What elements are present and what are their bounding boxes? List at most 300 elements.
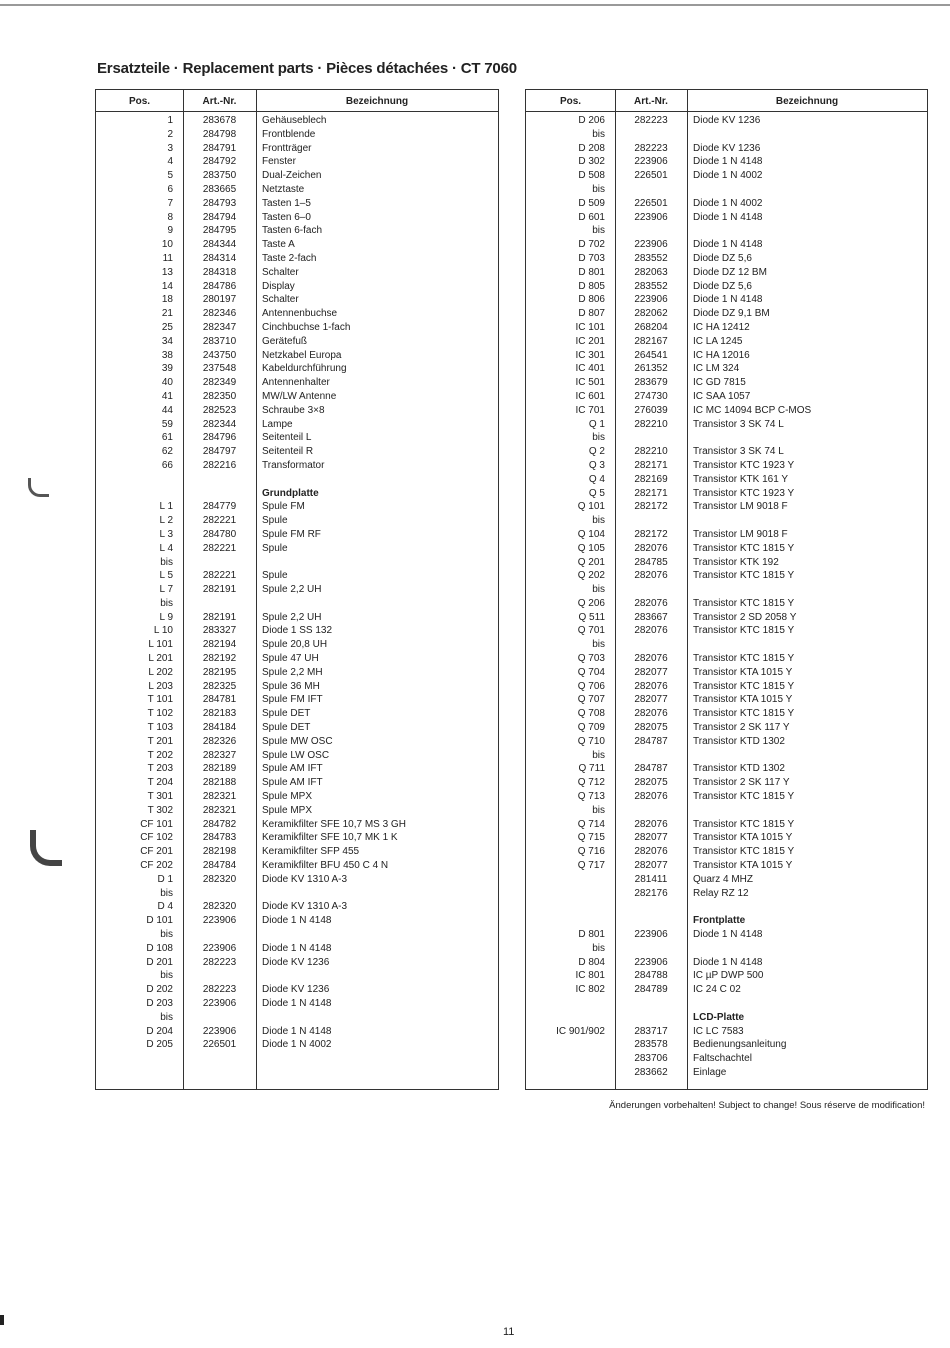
description-cell: Transistor KTC 1923 Y bbox=[693, 459, 795, 471]
pos-cell: Q 712 bbox=[577, 777, 605, 789]
art-nr-cell: 282171 bbox=[634, 459, 668, 471]
table-row bbox=[526, 197, 927, 211]
table-row bbox=[526, 969, 927, 983]
description-cell: IC GD 7815 bbox=[693, 377, 746, 389]
art-nr-cell: 282169 bbox=[634, 473, 668, 485]
table-row bbox=[96, 707, 498, 721]
pos-cell: bis bbox=[592, 432, 605, 444]
table-row bbox=[96, 983, 498, 997]
pos-cell: L 202 bbox=[148, 666, 173, 678]
pos-cell: 59 bbox=[161, 418, 173, 430]
table-row bbox=[96, 183, 498, 197]
pos-cell: Q 104 bbox=[577, 528, 605, 540]
description-cell: Spule 47 UH bbox=[262, 653, 319, 665]
description-cell: Netzkabel Europa bbox=[262, 349, 342, 361]
pos-cell: L 10 bbox=[153, 625, 173, 637]
description-cell: Spule 2,2 UH bbox=[262, 611, 322, 623]
pos-cell: D 101 bbox=[146, 915, 173, 927]
table-row bbox=[96, 404, 498, 418]
description-cell: Diode KV 1236 bbox=[262, 984, 330, 996]
table-row bbox=[526, 749, 927, 763]
table-row bbox=[526, 942, 927, 956]
art-nr-cell: 284792 bbox=[202, 156, 237, 168]
description-cell: Diode 1 N 4148 bbox=[693, 929, 763, 941]
art-nr-cell: 284793 bbox=[202, 197, 237, 209]
table-row bbox=[96, 735, 498, 749]
table-row bbox=[526, 831, 927, 845]
description-cell: Fenster bbox=[262, 156, 296, 168]
table-row bbox=[526, 762, 927, 776]
art-nr-cell: 282216 bbox=[202, 459, 237, 471]
table-rows bbox=[526, 114, 927, 1080]
description-cell: IC 24 C 02 bbox=[693, 984, 741, 996]
table-row bbox=[526, 845, 927, 859]
description-cell: Diode 1 N 4148 bbox=[693, 211, 763, 223]
table-row bbox=[526, 928, 927, 942]
table-row bbox=[96, 1011, 498, 1025]
pos-cell: T 103 bbox=[147, 722, 173, 734]
art-nr-cell: 282194 bbox=[202, 639, 237, 651]
pos-cell: bis bbox=[160, 556, 173, 568]
column-header-bez: Bezeichnung bbox=[345, 96, 409, 107]
pos-cell: Q 717 bbox=[577, 860, 605, 872]
art-nr-cell: 282062 bbox=[634, 308, 668, 320]
art-nr-cell: 282076 bbox=[634, 570, 668, 582]
pos-cell: L 7 bbox=[159, 584, 173, 596]
pos-cell: Q 707 bbox=[577, 694, 605, 706]
description-cell: Taste 2-fach bbox=[262, 252, 317, 264]
art-nr-cell: 284784 bbox=[202, 860, 237, 872]
pos-cell: bis bbox=[160, 929, 173, 941]
pos-cell: D 208 bbox=[578, 142, 605, 154]
description-cell: Antennenbuchse bbox=[262, 308, 338, 320]
art-nr-cell: 284791 bbox=[202, 142, 237, 154]
edge-mark bbox=[0, 1315, 4, 1325]
art-nr-cell: 243750 bbox=[202, 349, 237, 361]
art-nr-cell: 283327 bbox=[202, 625, 237, 637]
description-cell: Spule DET bbox=[262, 722, 311, 734]
description-cell: Diode 1 N 4148 bbox=[693, 156, 763, 168]
description-cell: Diode 1 N 4148 bbox=[693, 294, 763, 306]
table-row bbox=[96, 928, 498, 942]
table-row bbox=[526, 307, 927, 321]
pos-cell: Q 101 bbox=[577, 501, 605, 513]
description-cell: Transistor KTC 1815 Y bbox=[693, 570, 795, 582]
description-cell: Transistor KTC 1815 Y bbox=[693, 818, 795, 830]
description-cell: Gehäuseblech bbox=[262, 115, 327, 126]
table-row bbox=[526, 569, 927, 583]
description-cell: Transistor KTA 1015 Y bbox=[693, 832, 793, 844]
art-nr-cell: 282195 bbox=[202, 666, 237, 678]
table-row bbox=[96, 376, 498, 390]
table-row bbox=[96, 142, 498, 156]
art-nr-cell: 284796 bbox=[202, 432, 237, 444]
table-row bbox=[526, 624, 927, 638]
table-row bbox=[96, 611, 498, 625]
description-cell: Spule FM bbox=[262, 501, 305, 513]
art-nr-cell: 282172 bbox=[634, 528, 668, 540]
pos-cell: bis bbox=[160, 1011, 173, 1023]
description-cell: Transistor KTC 1815 Y bbox=[693, 597, 795, 609]
table-row bbox=[96, 500, 498, 514]
art-nr-cell: 223906 bbox=[202, 1025, 237, 1037]
description-cell: Transistor LM 9018 F bbox=[693, 528, 788, 540]
pos-cell: bis bbox=[592, 584, 605, 596]
table-row bbox=[96, 693, 498, 707]
art-nr-cell: 284344 bbox=[202, 239, 237, 251]
pos-cell: bis bbox=[160, 970, 173, 982]
description-cell: Dual-Zeichen bbox=[262, 170, 322, 182]
pos-cell: 3 bbox=[167, 142, 173, 154]
pos-cell: 21 bbox=[161, 308, 173, 320]
table-row bbox=[526, 500, 927, 514]
description-cell: Diode 1 SS 132 bbox=[262, 625, 333, 637]
page-number: 11 bbox=[503, 1326, 515, 1338]
description-cell: Taste A bbox=[262, 239, 295, 251]
art-nr-cell: 284782 bbox=[202, 818, 237, 830]
art-nr-cell: 282077 bbox=[634, 832, 668, 844]
art-nr-cell: 282176 bbox=[634, 887, 668, 899]
table-row bbox=[526, 376, 927, 390]
table-row bbox=[526, 707, 927, 721]
pos-cell: L 9 bbox=[159, 611, 173, 623]
table-row bbox=[526, 183, 927, 197]
table-row bbox=[526, 404, 927, 418]
art-nr-cell: 284788 bbox=[634, 970, 668, 982]
art-nr-cell: 282326 bbox=[202, 735, 237, 747]
art-nr-cell: 223906 bbox=[634, 956, 668, 968]
pos-cell: T 204 bbox=[147, 777, 173, 789]
description-cell: Spule bbox=[262, 515, 288, 527]
description-cell: IC HA 12412 bbox=[693, 321, 750, 333]
art-nr-cell: 223906 bbox=[202, 915, 237, 927]
description-cell: IC µP DWP 500 bbox=[693, 970, 764, 982]
art-nr-cell: 282076 bbox=[634, 680, 668, 692]
description-cell: Seitenteil R bbox=[262, 446, 314, 458]
description-cell: Transistor KTC 1815 Y bbox=[693, 653, 795, 665]
description-cell: Diode KV 1236 bbox=[693, 115, 761, 126]
pos-cell: Q 2 bbox=[588, 446, 605, 458]
table-row bbox=[96, 473, 498, 487]
description-cell: Diode DZ 5,6 bbox=[693, 280, 752, 292]
pos-cell: 4 bbox=[167, 156, 173, 168]
art-nr-cell: 282188 bbox=[202, 777, 237, 789]
description-cell: Frontblende bbox=[262, 128, 316, 140]
pos-cell: 10 bbox=[161, 239, 173, 251]
table-row bbox=[96, 818, 498, 832]
table-row bbox=[96, 887, 498, 901]
pos-cell: IC 901/902 bbox=[556, 1025, 605, 1037]
description-cell: IC LC 7583 bbox=[693, 1025, 744, 1037]
art-nr-cell: 282327 bbox=[202, 749, 237, 761]
description-cell: Transistor 3 SK 74 L bbox=[693, 418, 784, 430]
table-row bbox=[96, 569, 498, 583]
pos-cell: D 204 bbox=[146, 1025, 173, 1037]
pos-cell: T 201 bbox=[147, 735, 173, 747]
table-row bbox=[526, 1025, 927, 1039]
description-cell: Transistor KTD 1302 bbox=[693, 763, 785, 775]
pos-cell: Q 105 bbox=[577, 542, 605, 554]
table-row bbox=[96, 224, 498, 238]
table-row bbox=[526, 1052, 927, 1066]
art-nr-cell: 282350 bbox=[202, 390, 237, 402]
pos-cell: D 601 bbox=[578, 211, 605, 223]
art-nr-cell: 223906 bbox=[634, 211, 668, 223]
page-title: Ersatzteile · Replacement parts · Pièces détachées · CT 7060 bbox=[97, 60, 517, 77]
table-row bbox=[526, 818, 927, 832]
pos-cell: Q 708 bbox=[577, 708, 605, 720]
pos-cell: D 807 bbox=[578, 308, 605, 320]
column-header-art: Art.-Nr. bbox=[634, 96, 668, 107]
pos-cell: 14 bbox=[161, 280, 173, 292]
pos-cell: 5 bbox=[167, 170, 173, 182]
description-cell: Keramikfilter SFP 455 bbox=[262, 846, 360, 858]
pos-cell: 13 bbox=[161, 266, 173, 278]
art-nr-cell: 261352 bbox=[634, 363, 668, 375]
pos-cell: CF 202 bbox=[140, 860, 173, 872]
art-nr-cell: 282183 bbox=[202, 708, 237, 720]
table-row bbox=[96, 307, 498, 321]
table-row bbox=[96, 266, 498, 280]
description-cell: MW/LW Antenne bbox=[262, 390, 337, 402]
pos-cell: D 203 bbox=[146, 998, 173, 1009]
description-cell: Spule bbox=[262, 542, 288, 554]
pos-cell: D 702 bbox=[578, 239, 605, 251]
description-cell: Diode DZ 12 BM bbox=[693, 266, 767, 278]
table-row bbox=[526, 252, 927, 266]
table-row bbox=[526, 611, 927, 625]
pos-cell: 6 bbox=[167, 183, 173, 195]
table-row bbox=[96, 1025, 498, 1039]
table-row bbox=[526, 362, 927, 376]
description-cell: Display bbox=[262, 280, 295, 292]
table-row bbox=[96, 321, 498, 335]
pos-cell: bis bbox=[592, 128, 605, 140]
table-row bbox=[526, 542, 927, 556]
table-row bbox=[96, 652, 498, 666]
table-row bbox=[526, 693, 927, 707]
table-row bbox=[526, 556, 927, 570]
art-nr-cell: 282349 bbox=[202, 377, 237, 389]
art-nr-cell: 284785 bbox=[634, 556, 668, 568]
table-row bbox=[526, 956, 927, 970]
art-nr-cell: 284184 bbox=[202, 722, 237, 734]
art-nr-cell: 284783 bbox=[202, 832, 237, 844]
pos-cell: Q 4 bbox=[588, 473, 605, 485]
art-nr-cell: 282321 bbox=[202, 804, 237, 816]
pos-cell: Q 714 bbox=[577, 818, 605, 830]
art-nr-cell: 283662 bbox=[634, 1066, 668, 1078]
art-nr-cell: 282077 bbox=[634, 666, 668, 678]
table-row bbox=[96, 349, 498, 363]
table-row bbox=[526, 514, 927, 528]
table-row bbox=[526, 1038, 927, 1052]
table-row bbox=[96, 790, 498, 804]
art-nr-cell: 282346 bbox=[202, 308, 237, 320]
description-cell: IC SAA 1057 bbox=[693, 390, 751, 402]
pos-cell: bis bbox=[592, 804, 605, 816]
table-row bbox=[526, 128, 927, 142]
art-nr-cell: 284787 bbox=[634, 763, 668, 775]
pos-cell: bis bbox=[160, 597, 173, 609]
pos-cell: Q 206 bbox=[577, 597, 605, 609]
pos-cell: Q 716 bbox=[577, 846, 605, 858]
table-row bbox=[526, 997, 927, 1011]
table-row bbox=[526, 528, 927, 542]
table-row bbox=[526, 1066, 927, 1080]
description-cell: Spule MPX bbox=[262, 804, 313, 816]
pos-cell: D 806 bbox=[578, 294, 605, 306]
art-nr-cell: 282221 bbox=[202, 542, 237, 554]
art-nr-cell: 282192 bbox=[202, 653, 237, 665]
description-cell: Diode DZ 9,1 BM bbox=[693, 308, 770, 320]
description-cell: Seitenteil L bbox=[262, 432, 312, 444]
table-row bbox=[96, 252, 498, 266]
pos-cell: T 102 bbox=[147, 708, 173, 720]
pos-cell: IC 201 bbox=[575, 335, 605, 347]
description-cell: Frontträger bbox=[262, 142, 312, 154]
art-nr-cell: 282167 bbox=[634, 335, 668, 347]
table-row bbox=[526, 597, 927, 611]
art-nr-cell: 282523 bbox=[202, 404, 237, 416]
description-cell: Transistor 2 SK 117 Y bbox=[693, 722, 790, 734]
description-cell: Diode KV 1236 bbox=[262, 956, 330, 968]
table-row bbox=[526, 169, 927, 183]
table-row bbox=[526, 321, 927, 335]
art-nr-cell: 284798 bbox=[202, 128, 237, 140]
table-row bbox=[526, 652, 927, 666]
pos-cell: 7 bbox=[167, 197, 173, 209]
table-row bbox=[526, 211, 927, 225]
art-nr-cell: 268204 bbox=[634, 321, 668, 333]
art-nr-cell: 282189 bbox=[202, 763, 237, 775]
table-row bbox=[96, 900, 498, 914]
pos-cell: IC 301 bbox=[575, 349, 605, 361]
table-row bbox=[96, 280, 498, 294]
description-cell: Transistor LM 9018 F bbox=[693, 501, 788, 513]
table-row bbox=[96, 583, 498, 597]
table-row bbox=[96, 238, 498, 252]
art-nr-cell: 282223 bbox=[202, 956, 237, 968]
description-cell: Keramikfilter SFE 10,7 MK 1 K bbox=[262, 832, 398, 844]
description-cell: IC LM 324 bbox=[693, 363, 740, 375]
description-cell: Spule DET bbox=[262, 708, 311, 720]
pos-cell: 44 bbox=[161, 404, 173, 416]
art-nr-cell: 282320 bbox=[202, 901, 237, 913]
pos-cell: 41 bbox=[161, 390, 173, 402]
table-row bbox=[96, 128, 498, 142]
description-cell: Spule 20,8 UH bbox=[262, 639, 328, 651]
table-row bbox=[96, 749, 498, 763]
pos-cell: T 202 bbox=[147, 749, 173, 761]
pos-cell: Q 1 bbox=[588, 418, 605, 430]
pos-cell: 61 bbox=[161, 432, 173, 444]
pos-cell: Q 710 bbox=[577, 735, 605, 747]
art-nr-cell: 226501 bbox=[634, 197, 668, 209]
pos-cell: Q 201 bbox=[577, 556, 605, 568]
table-row bbox=[96, 969, 498, 983]
art-nr-cell: 264541 bbox=[634, 349, 668, 361]
description-cell: Diode 1 N 4148 bbox=[262, 915, 332, 927]
table-row bbox=[96, 956, 498, 970]
art-nr-cell: 282077 bbox=[634, 860, 668, 872]
description-cell: Diode KV 1310 A-3 bbox=[262, 901, 348, 913]
description-cell: Transistor KTC 1815 Y bbox=[693, 791, 795, 803]
pos-cell: D 508 bbox=[578, 170, 605, 182]
pos-cell: Q 715 bbox=[577, 832, 605, 844]
pos-cell: 40 bbox=[161, 377, 173, 389]
section-heading-row bbox=[96, 487, 498, 501]
art-nr-cell: 284318 bbox=[202, 266, 237, 278]
pos-cell: bis bbox=[592, 225, 605, 237]
description-cell: Transistor KTC 1815 Y bbox=[693, 542, 795, 554]
art-nr-cell: 283710 bbox=[202, 335, 237, 347]
pos-cell: D 1 bbox=[157, 873, 173, 885]
table-row bbox=[96, 514, 498, 528]
description-cell: Spule AM IFT bbox=[262, 777, 323, 789]
description-cell: Transistor KTD 1302 bbox=[693, 735, 785, 747]
table-row bbox=[96, 624, 498, 638]
table-row bbox=[526, 142, 927, 156]
table-row bbox=[526, 293, 927, 307]
table-row bbox=[526, 266, 927, 280]
description-cell: Spule MW OSC bbox=[262, 735, 333, 747]
pos-cell: L 201 bbox=[148, 653, 173, 665]
pos-cell: 34 bbox=[161, 335, 173, 347]
description-cell: Netztaste bbox=[262, 183, 305, 195]
pos-cell: L 5 bbox=[159, 570, 173, 582]
art-nr-cell: 282171 bbox=[634, 487, 668, 499]
art-nr-cell: 282325 bbox=[202, 680, 237, 692]
pos-cell: 11 bbox=[162, 252, 173, 264]
art-nr-cell: 282223 bbox=[634, 115, 668, 126]
pos-cell: 18 bbox=[161, 294, 173, 306]
table-row bbox=[526, 459, 927, 473]
art-nr-cell: 283678 bbox=[202, 115, 237, 126]
table-row bbox=[96, 211, 498, 225]
description-cell: Transistor 3 SK 74 L bbox=[693, 446, 784, 458]
table-row bbox=[96, 335, 498, 349]
pos-cell: bis bbox=[592, 749, 605, 761]
pos-cell: D 205 bbox=[146, 1039, 173, 1051]
binding-hole-mark bbox=[30, 830, 62, 866]
table-row bbox=[96, 942, 498, 956]
art-nr-cell: 283552 bbox=[634, 252, 668, 264]
table-row bbox=[526, 349, 927, 363]
pos-cell: 9 bbox=[167, 225, 173, 237]
description-cell: Grundplatte bbox=[262, 487, 319, 499]
pos-cell: T 101 bbox=[147, 694, 173, 706]
description-cell: Diode KV 1310 A-3 bbox=[262, 873, 348, 885]
description-cell: Spule 36 MH bbox=[262, 680, 320, 692]
art-nr-cell: 282221 bbox=[202, 515, 237, 527]
pos-cell: IC 501 bbox=[575, 377, 605, 389]
pos-cell: D 804 bbox=[578, 956, 605, 968]
table-row bbox=[526, 473, 927, 487]
art-nr-cell: 223906 bbox=[202, 942, 237, 954]
table-row bbox=[96, 845, 498, 859]
table-row bbox=[526, 900, 927, 914]
description-cell: Diode KV 1236 bbox=[693, 142, 761, 154]
pos-cell: bis bbox=[592, 183, 605, 195]
art-nr-cell: 284781 bbox=[202, 694, 237, 706]
table-row bbox=[96, 1038, 498, 1052]
description-cell: Kabeldurchführung bbox=[262, 363, 347, 375]
table-rows bbox=[96, 114, 498, 1052]
table-row bbox=[96, 169, 498, 183]
pos-cell: D 108 bbox=[146, 942, 173, 954]
description-cell: Diode 1 N 4148 bbox=[262, 998, 332, 1009]
